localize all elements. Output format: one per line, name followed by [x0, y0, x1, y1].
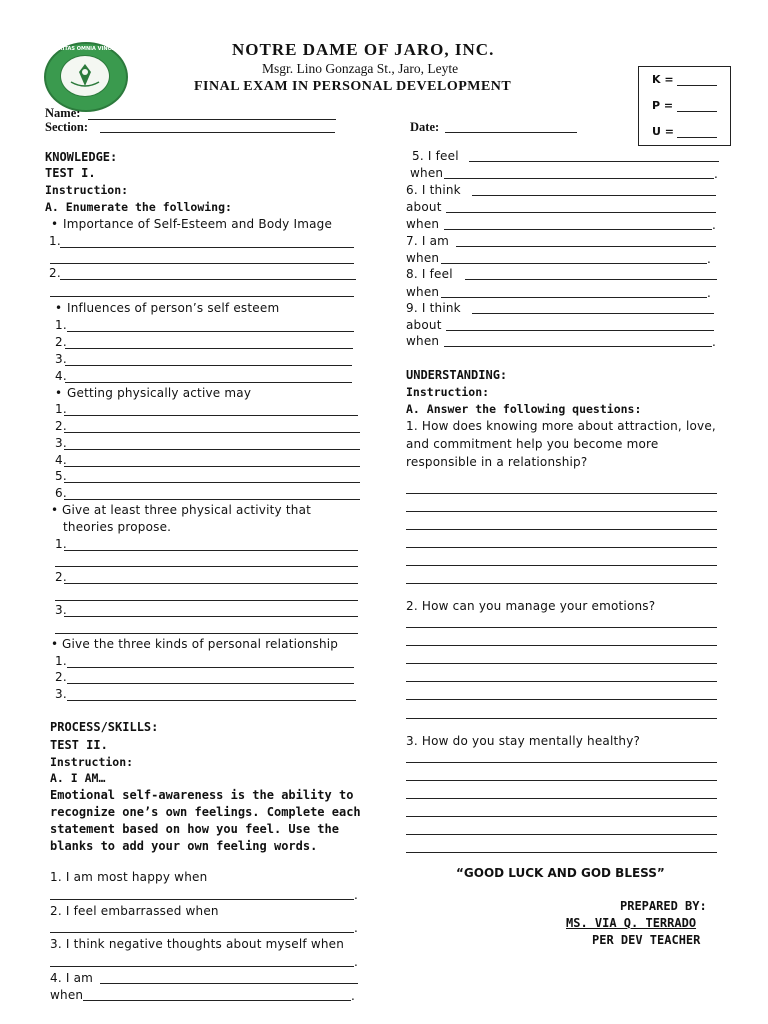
answer-blank[interactable]: [444, 346, 712, 347]
section-label: Section:: [45, 120, 89, 134]
name-field[interactable]: [88, 119, 336, 120]
answer-blank[interactable]: [444, 178, 714, 179]
i-am-heading: A. I AM…: [50, 771, 106, 785]
bullet-icon: •: [55, 301, 63, 315]
answer-blank[interactable]: [456, 246, 716, 247]
item-number: 1.: [55, 537, 67, 551]
item-number: 6.: [55, 486, 67, 500]
statement-when: when: [406, 285, 440, 299]
item-number: 1.: [55, 318, 67, 332]
statement-when: when: [406, 217, 440, 231]
answer-blank[interactable]: [50, 966, 354, 967]
statement-when: when: [410, 166, 444, 180]
test2-heading: TEST II.: [50, 738, 108, 752]
answer-blank[interactable]: [465, 279, 717, 280]
answer-blank[interactable]: [64, 415, 358, 416]
date-label: Date:: [410, 120, 440, 134]
statement-i-am: 4. I am: [50, 971, 94, 985]
item-number: 3.: [55, 352, 67, 366]
answer-blank[interactable]: [67, 700, 356, 701]
question-1-line: 1. How does knowing more about attraction, love,: [406, 419, 716, 433]
answer-blank[interactable]: [64, 499, 360, 500]
answer-blank[interactable]: [64, 616, 358, 617]
item-number: 2.: [55, 570, 67, 584]
answer-blank[interactable]: [67, 331, 354, 332]
period: .: [712, 335, 717, 349]
period: .: [707, 252, 712, 266]
instruction-paragraph-line: blanks to add your own feeling words.: [50, 839, 318, 853]
answer-blank[interactable]: [406, 663, 717, 664]
score-u-blank[interactable]: [677, 137, 717, 138]
item-number: 1.: [49, 234, 61, 248]
answer-blank[interactable]: [67, 667, 354, 668]
answer-blank[interactable]: [406, 762, 717, 763]
name-label: Name:: [45, 106, 81, 120]
answer-blank[interactable]: [406, 681, 717, 682]
statement-about: about: [406, 318, 442, 332]
answer-blank[interactable]: [100, 983, 358, 984]
item-physical-activity-cont: theories propose.: [63, 520, 172, 534]
answer-blank[interactable]: [406, 718, 717, 719]
item-number: 4.: [55, 369, 67, 383]
answer-blank[interactable]: [64, 482, 360, 483]
answer-blank[interactable]: [50, 899, 354, 900]
instruction-label: Instruction:: [45, 183, 129, 197]
statement-r5: 5. I feel: [412, 149, 459, 163]
statement-when: when: [406, 251, 440, 265]
item-number: 3.: [55, 436, 67, 450]
question-1-line: and commitment help you become more: [406, 437, 659, 451]
answer-blank[interactable]: [441, 263, 707, 264]
answer-blank[interactable]: [472, 195, 716, 196]
good-luck-message: “GOOD LUCK AND GOD BLESS”: [456, 866, 665, 880]
answer-blank[interactable]: [406, 834, 717, 835]
section-field[interactable]: [100, 132, 335, 133]
score-k-blank[interactable]: [677, 85, 717, 86]
period: .: [354, 955, 359, 969]
teacher-name: MS. VIA Q. TERRADO: [566, 916, 697, 930]
answer-blank[interactable]: [472, 313, 714, 314]
answer-blank[interactable]: [60, 279, 356, 280]
item-number: 2.: [55, 419, 67, 433]
period: .: [354, 921, 359, 935]
item-number: 2.: [55, 670, 67, 684]
answer-blank[interactable]: [444, 229, 712, 230]
bullet-icon: •: [51, 217, 59, 231]
answer-blank[interactable]: [55, 600, 358, 601]
answer-blank[interactable]: [446, 212, 716, 213]
answer-blank[interactable]: [50, 296, 354, 297]
period: .: [351, 989, 356, 1003]
knowledge-heading: KNOWLEDGE:: [45, 150, 118, 164]
answer-blank[interactable]: [60, 247, 354, 248]
answer-blank[interactable]: [65, 365, 352, 366]
answer-blank[interactable]: [406, 583, 717, 584]
answer-blank[interactable]: [406, 565, 717, 566]
test1-heading: TEST I.: [45, 166, 96, 180]
instruction-paragraph-line: Emotional self-awareness is the ability to: [50, 788, 354, 802]
understanding-heading: UNDERSTANDING:: [406, 368, 508, 382]
school-name: NOTRE DAME OF JARO, INC.: [232, 40, 495, 59]
answer-blank[interactable]: [64, 449, 360, 450]
item-physical-activity: Give at least three physical activity that: [62, 503, 312, 517]
item-influences: Influences of person’s self esteem: [67, 301, 280, 315]
instruction-paragraph-line: statement based on how you feel. Use the: [50, 822, 339, 836]
process-heading: PROCESS/SKILLS:: [50, 720, 159, 734]
school-address: Msgr. Lino Gonzaga St., Jaro, Leyte: [262, 61, 459, 76]
period: .: [714, 167, 719, 181]
logo-motto: VERITAS OMNIA VINCIT: [51, 46, 117, 52]
bullet-icon: •: [55, 386, 63, 400]
answer-blank[interactable]: [64, 466, 360, 467]
answer-blank[interactable]: [83, 1000, 351, 1001]
statement-r7: 7. I am: [406, 234, 450, 248]
statement-about: about: [406, 200, 442, 214]
answer-blank[interactable]: [50, 263, 354, 264]
statement-r8: 8. I feel: [406, 267, 453, 281]
answer-blank[interactable]: [406, 852, 717, 853]
answer-blank[interactable]: [406, 493, 717, 494]
answer-blank[interactable]: [406, 547, 717, 548]
logo-seal-icon: [60, 55, 110, 97]
item-self-esteem: Importance of Self-Esteem and Body Image: [63, 217, 333, 231]
teacher-role: PER DEV TEACHER: [592, 933, 701, 947]
answer-blank[interactable]: [406, 780, 717, 781]
item-number: 5.: [55, 469, 67, 483]
item-number: 1.: [55, 402, 67, 416]
item-number: 2.: [49, 266, 61, 280]
answer-blank[interactable]: [64, 583, 358, 584]
score-p-label: P =: [652, 99, 674, 112]
item-number: 3.: [55, 603, 67, 617]
bullet-icon: •: [51, 637, 59, 651]
answer-blank[interactable]: [469, 161, 719, 162]
statement-r9: 9. I think: [406, 301, 461, 315]
prepared-by-label: PREPARED BY:: [620, 899, 707, 913]
answer-blank[interactable]: [406, 699, 717, 700]
answer-blank[interactable]: [406, 511, 717, 512]
answer-blank[interactable]: [65, 348, 353, 349]
answer-blank[interactable]: [55, 566, 358, 567]
instruction-label-3: Instruction:: [406, 385, 490, 399]
answer-blank[interactable]: [67, 683, 354, 684]
score-u-label: U =: [652, 125, 674, 138]
score-p-blank[interactable]: [677, 111, 717, 112]
answer-blank[interactable]: [446, 330, 714, 331]
question-2: 2. How can you manage your emotions?: [406, 599, 656, 613]
answer-blank[interactable]: [406, 529, 717, 530]
statement-when: when: [50, 988, 84, 1002]
answer-blank[interactable]: [64, 550, 358, 551]
enumerate-instruction: A. Enumerate the following:: [45, 200, 232, 214]
answer-blank[interactable]: [65, 382, 352, 383]
instruction-paragraph-line: recognize one’s own feelings. Complete each: [50, 805, 361, 819]
school-logo: [44, 42, 128, 112]
statement-embarrassed: 2. I feel embarrassed when: [50, 904, 219, 918]
answer-blank[interactable]: [64, 432, 360, 433]
statement-when: when: [406, 334, 440, 348]
item-number: 1.: [55, 654, 67, 668]
item-number: 3.: [55, 687, 67, 701]
answer-blank[interactable]: [406, 798, 717, 799]
statement-happy: 1. I am most happy when: [50, 870, 208, 884]
answer-blank[interactable]: [406, 645, 717, 646]
answer-blank[interactable]: [406, 627, 717, 628]
item-number: 2.: [55, 335, 67, 349]
item-number: 4.: [55, 453, 67, 467]
date-field[interactable]: [445, 132, 577, 133]
statement-r6: 6. I think: [406, 183, 461, 197]
score-k-label: K =: [652, 73, 674, 86]
period: .: [712, 218, 717, 232]
item-personal-relationship: Give the three kinds of personal relationship: [62, 637, 339, 651]
question-1-line: responsible in a relationship?: [406, 455, 588, 469]
item-physically-active: Getting physically active may: [67, 386, 252, 400]
statement-negative-thoughts: 3. I think negative thoughts about myself when: [50, 937, 345, 951]
answer-blank[interactable]: [441, 297, 707, 298]
period: .: [707, 286, 712, 300]
answer-instruction: A. Answer the following questions:: [406, 402, 642, 416]
answer-blank[interactable]: [55, 633, 358, 634]
answer-blank[interactable]: [406, 816, 717, 817]
exam-title: FINAL EXAM IN PERSONAL DEVELOPMENT: [194, 79, 512, 94]
bullet-icon: •: [51, 503, 59, 517]
answer-blank[interactable]: [50, 932, 354, 933]
question-3: 3. How do you stay mentally healthy?: [406, 734, 641, 748]
instruction-label-2: Instruction:: [50, 755, 134, 769]
period: .: [354, 888, 359, 902]
